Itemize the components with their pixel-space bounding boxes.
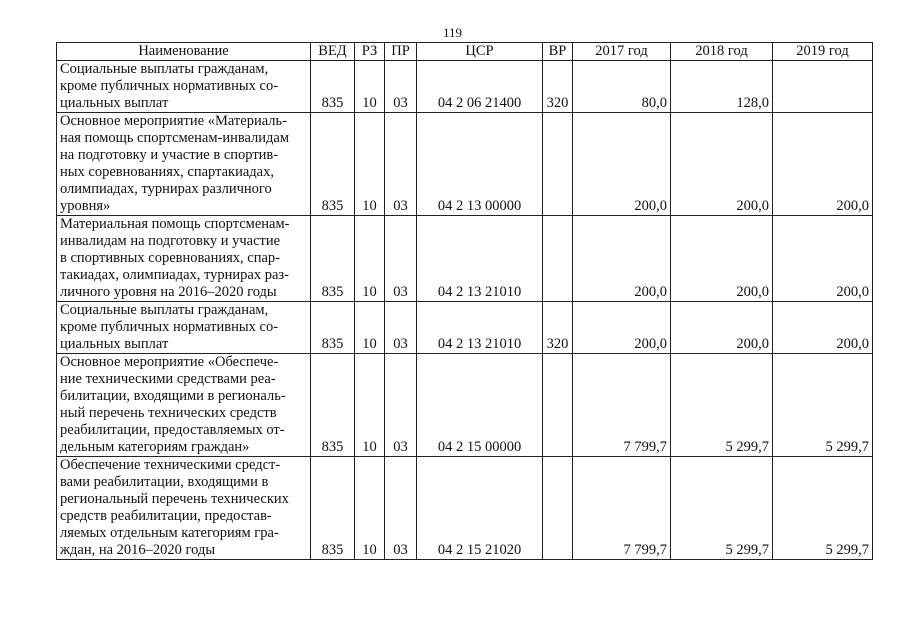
name-line: Обеспечение техническими средст- — [60, 457, 281, 473]
name-line: ждан, на 2016–2020 годы — [60, 542, 216, 558]
cell-pr: 03 — [385, 61, 417, 113]
name-line: Основное мероприятие «Материаль- — [60, 113, 287, 129]
cell-2017: 200,0 — [573, 113, 671, 216]
cell-2017: 7 799,7 — [573, 457, 671, 560]
name-line: Материальная помощь спортсменам- — [60, 216, 290, 232]
name-line: кроме публичных нормативных со- — [60, 319, 279, 335]
name-line: реабилитации, предоставляемых от- — [60, 422, 285, 438]
name-line: ная помощь спортсменам-инвалидам — [60, 130, 290, 146]
cell-2019: 200,0 — [773, 113, 873, 216]
cell-vr — [543, 354, 573, 457]
name-line: инвалидам на подготовку и участие — [60, 233, 281, 249]
name-line: в спортивных соревнованиях, спар- — [60, 250, 281, 266]
header-csr: ЦСР — [417, 43, 543, 61]
table-row — [57, 113, 873, 216]
header-pr: ПР — [385, 43, 417, 61]
cell-2019: 5 299,7 — [773, 457, 873, 560]
cell-csr: 04 2 13 21010 — [417, 216, 543, 302]
cell-vr — [543, 113, 573, 216]
name-line: на подготовку и участие в спортив- — [60, 147, 279, 163]
cell-pr: 03 — [385, 216, 417, 302]
name-line: дельным категориям граждан» — [60, 439, 250, 455]
cell-pr: 03 — [385, 354, 417, 457]
cell-vr — [543, 457, 573, 560]
name-line: циальных выплат — [60, 95, 169, 111]
cell-2017: 80,0 — [573, 61, 671, 113]
header-2017: 2017 год — [573, 43, 671, 61]
page-number: 119 — [442, 25, 463, 40]
table-header-row — [57, 43, 873, 61]
cell-name — [57, 302, 311, 354]
header-ved: ВЕД — [311, 43, 355, 61]
cell-2019 — [773, 61, 873, 113]
cell-pr: 03 — [385, 113, 417, 216]
cell-rz: 10 — [355, 113, 385, 216]
name-line: средств реабилитации, предостав- — [60, 508, 272, 524]
cell-rz: 10 — [355, 216, 385, 302]
cell-csr: 04 2 15 21020 — [417, 457, 543, 560]
table-row — [57, 61, 873, 113]
cell-rz: 10 — [355, 354, 385, 457]
cell-2018: 200,0 — [671, 113, 773, 216]
name-line: личного уровня на 2016–2020 годы — [60, 284, 277, 300]
name-line: ных соревнованиях, спартакиадах, — [60, 164, 274, 180]
cell-csr: 04 2 15 00000 — [417, 354, 543, 457]
cell-name — [57, 457, 311, 560]
header-rz: РЗ — [355, 43, 385, 61]
cell-rz: 10 — [355, 457, 385, 560]
name-line: вами реабилитации, входящими в — [60, 474, 269, 490]
cell-vr: 320 — [543, 302, 573, 354]
cell-ved: 835 — [311, 302, 355, 354]
cell-ved: 835 — [311, 457, 355, 560]
cell-vr: 320 — [543, 61, 573, 113]
cell-pr: 03 — [385, 302, 417, 354]
name-line: уровня» — [60, 198, 111, 214]
table-row — [57, 302, 873, 354]
name-line: билитации, входящими в региональ- — [60, 388, 286, 404]
cell-rz: 10 — [355, 302, 385, 354]
name-line: Основное мероприятие «Обеспече- — [60, 354, 279, 370]
cell-csr: 04 2 06 21400 — [417, 61, 543, 113]
budget-table — [56, 42, 873, 560]
name-line: кроме публичных нормативных со- — [60, 78, 279, 94]
cell-name — [57, 354, 311, 457]
cell-vr — [543, 216, 573, 302]
cell-2019: 5 299,7 — [773, 354, 873, 457]
header-2018: 2018 год — [671, 43, 773, 61]
cell-name — [57, 216, 311, 302]
header-name: Наименование — [57, 43, 311, 61]
name-line: такиадах, олимпиадах, турнирах раз- — [60, 267, 289, 283]
name-line: региональный перечень технических — [60, 491, 289, 507]
cell-2019: 200,0 — [773, 302, 873, 354]
header-2019: 2019 год — [773, 43, 873, 61]
cell-csr: 04 2 13 21010 — [417, 302, 543, 354]
name-line: ние техническими средствами реа- — [60, 371, 276, 387]
cell-2018: 5 299,7 — [671, 457, 773, 560]
cell-2017: 200,0 — [573, 216, 671, 302]
table-row — [57, 457, 873, 560]
cell-name — [57, 113, 311, 216]
cell-ved: 835 — [311, 113, 355, 216]
cell-ved: 835 — [311, 61, 355, 113]
header-vr: ВР — [543, 43, 573, 61]
cell-2018: 200,0 — [671, 216, 773, 302]
table-row — [57, 354, 873, 457]
cell-ved: 835 — [311, 354, 355, 457]
cell-name — [57, 61, 311, 113]
cell-rz: 10 — [355, 61, 385, 113]
name-line: циальных выплат — [60, 336, 169, 352]
cell-2018: 200,0 — [671, 302, 773, 354]
cell-pr: 03 — [385, 457, 417, 560]
name-line: ный перечень технических средств — [60, 405, 277, 421]
name-line: Социальные выплаты гражданам, — [60, 302, 269, 318]
cell-2018: 5 299,7 — [671, 354, 773, 457]
name-line: Социальные выплаты гражданам, — [60, 61, 269, 77]
name-line: ляемых отдельным категориям гра- — [60, 525, 279, 541]
cell-2018: 128,0 — [671, 61, 773, 113]
name-line: олимпиадах, турнирах различного — [60, 181, 272, 197]
cell-2019: 200,0 — [773, 216, 873, 302]
cell-2017: 200,0 — [573, 302, 671, 354]
cell-ved: 835 — [311, 216, 355, 302]
cell-2017: 7 799,7 — [573, 354, 671, 457]
cell-csr: 04 2 13 00000 — [417, 113, 543, 216]
table-row — [57, 216, 873, 302]
